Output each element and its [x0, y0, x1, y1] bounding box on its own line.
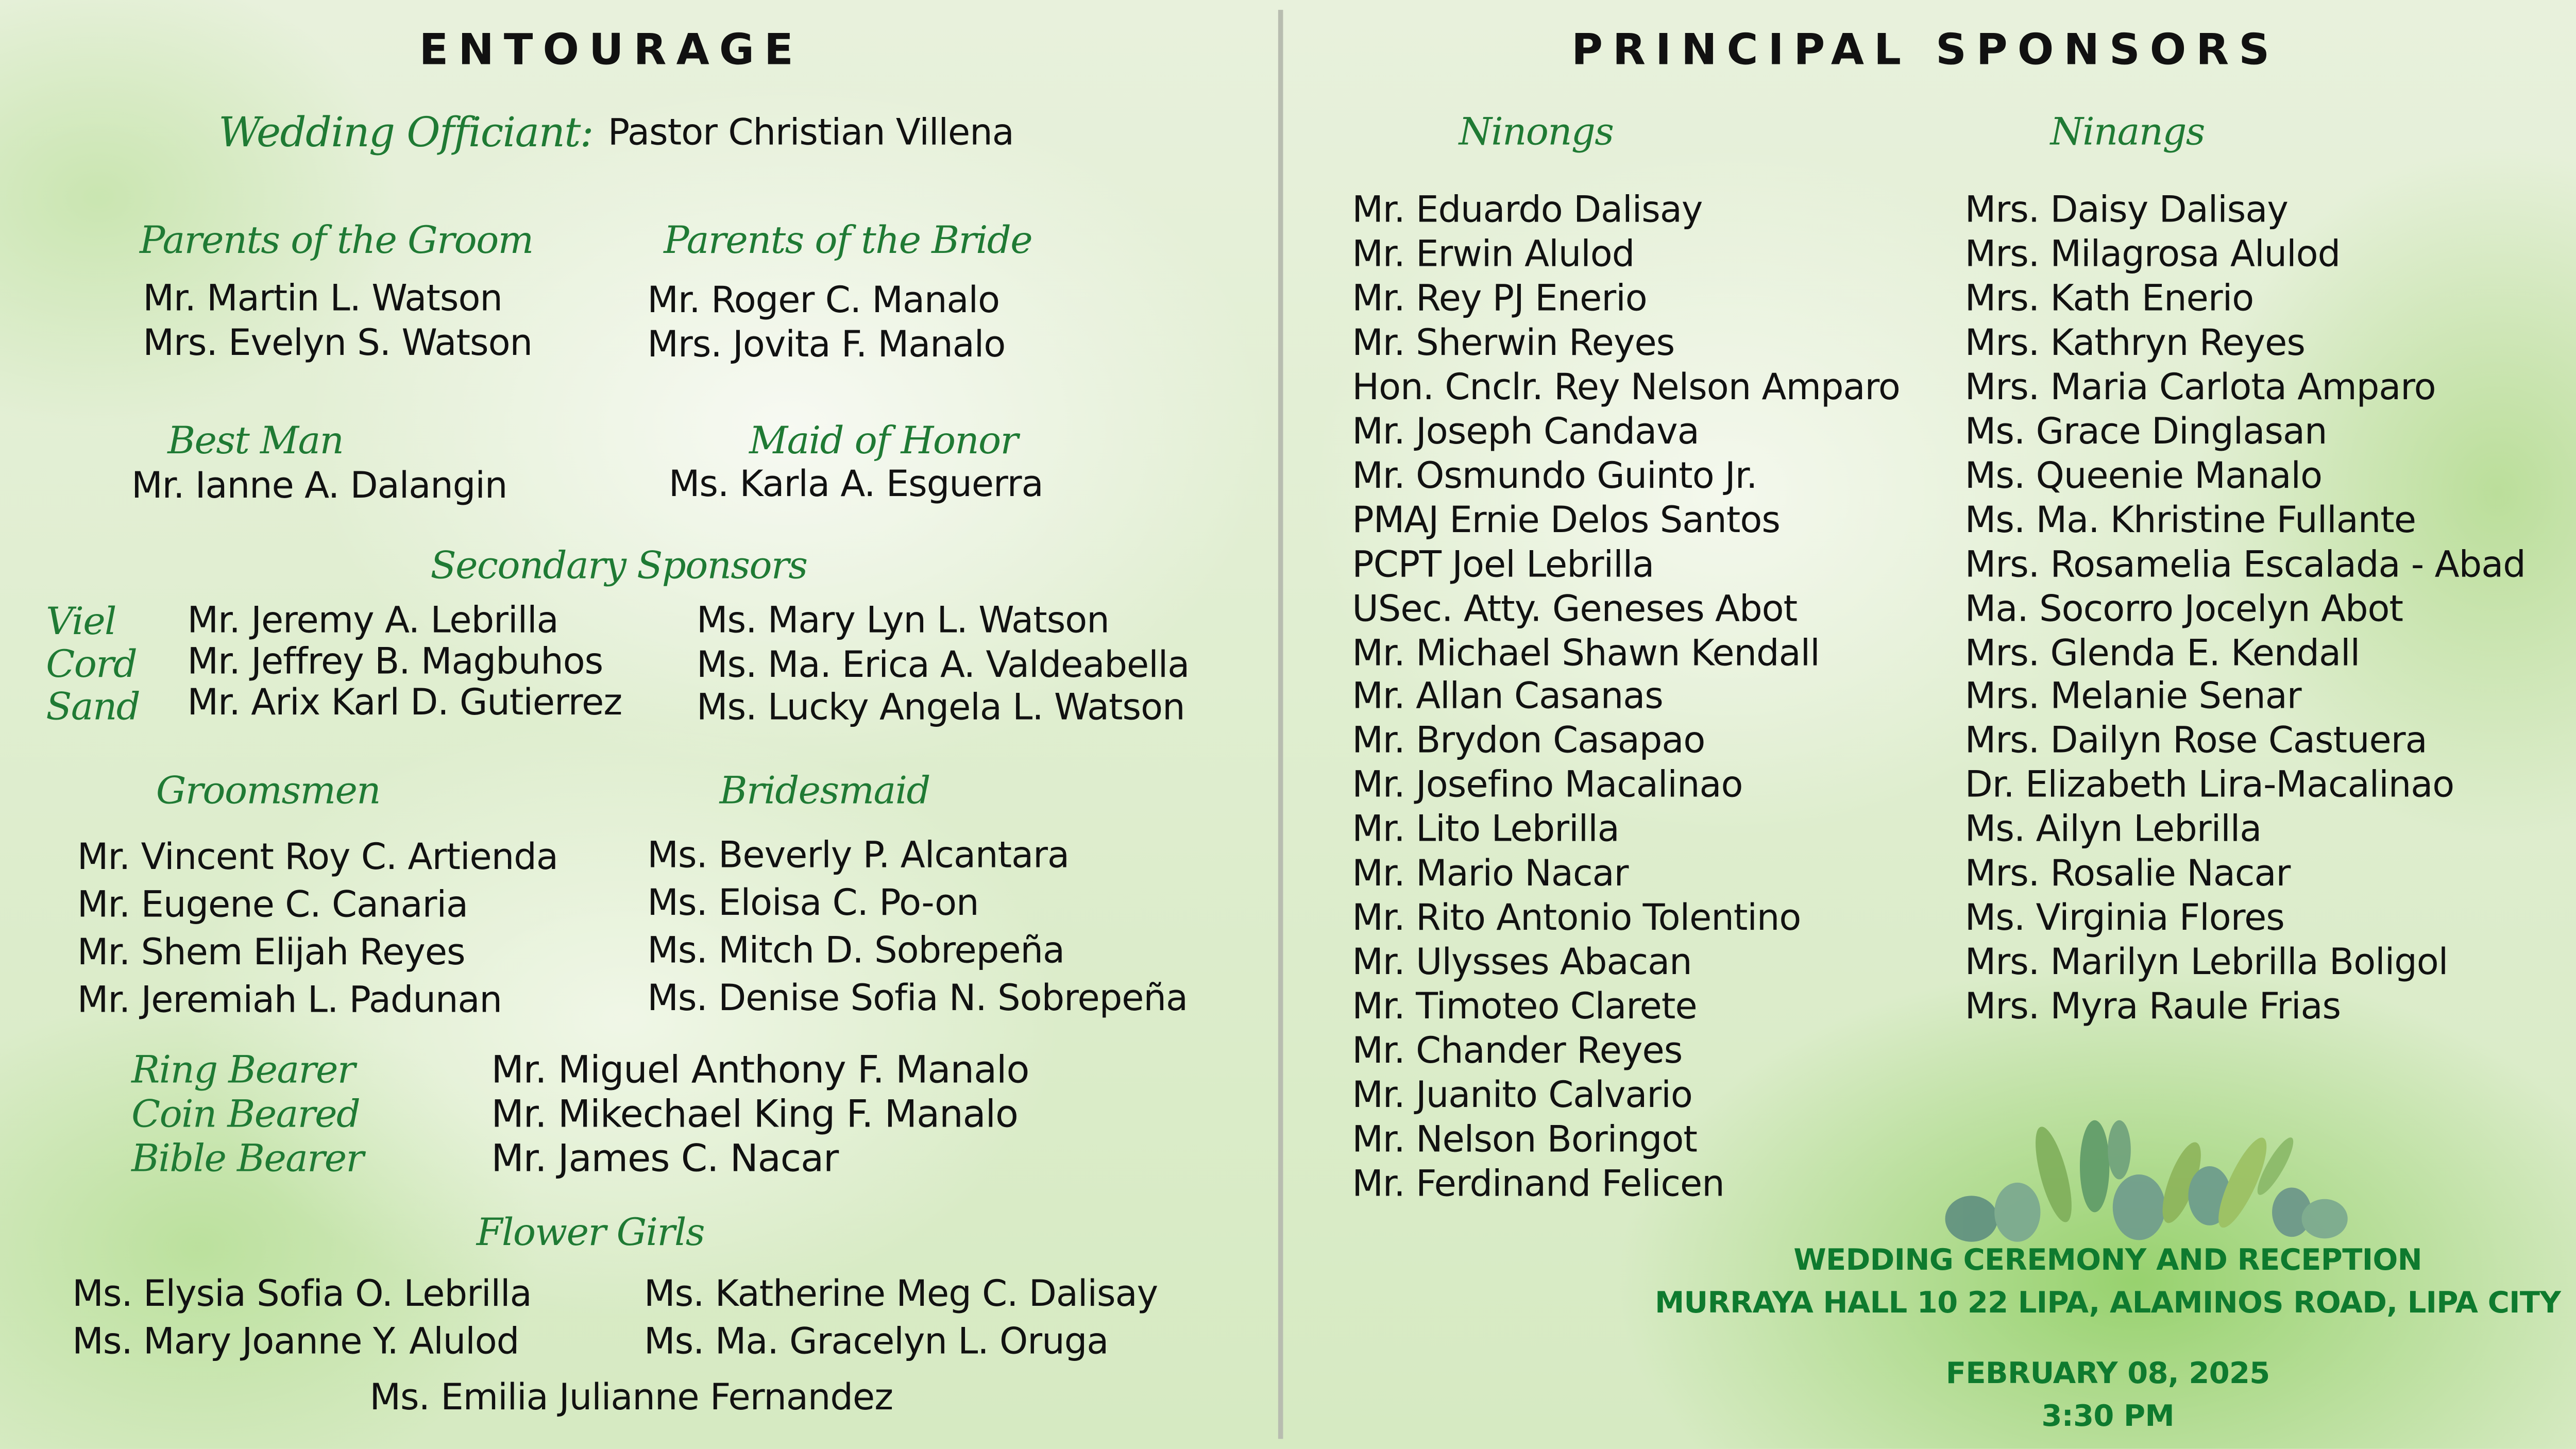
sponsor-name: Mrs. Milagrosa Alulod — [1964, 234, 2341, 276]
list-item: Ms. Beverly P. Alcantara — [647, 836, 1070, 877]
sponsor-name: Mr. Mario Nacar — [1352, 855, 1629, 896]
sponsor-name: Mrs. Maria Carlota Amparo — [1964, 367, 2436, 409]
role-label: Bible Bearer — [131, 1138, 364, 1181]
sponsor-name: Ms. Queenie Manalo — [1964, 456, 2323, 498]
sponsor-name: Mr. Rey PJ Enerio — [1352, 279, 1647, 320]
sponsor-name: Mrs. Rosalie Nacar — [1964, 855, 2291, 896]
list-item: Ms. Mary Joanne Y. Alulod — [72, 1322, 519, 1363]
sponsor-name: Mr. Michael Shawn Kendall — [1352, 633, 1820, 675]
parents-bride-list — [647, 279, 1005, 368]
sponsor-name: Mr. Sherwin Reyes — [1352, 323, 1675, 365]
bridesmaid-list — [647, 833, 1188, 1024]
sponsor-name: Mrs. Marilyn Lebrilla Boligol — [1964, 943, 2448, 984]
bridesmaid-label: Bridesmaid — [719, 770, 930, 813]
sponsor-name: Mr. Joseph Candava — [1352, 412, 1699, 453]
list-item: Mr. Vincent Roy C. Artienda — [77, 838, 558, 879]
sponsor-name: Mr. Josefino Macalinao — [1352, 766, 1743, 807]
sponsor-name: Mr. Brydon Casapao — [1352, 722, 1705, 763]
list-item: Mr. Jeffrey B. Magbuhos — [187, 642, 603, 684]
event-date: FEBRUARY 08, 2025 — [1945, 1356, 2270, 1391]
sponsor-name: Mrs. Kath Enerio — [1964, 279, 2254, 320]
maid-of-honor-label: Maid of Honor — [749, 420, 1018, 464]
sponsor-name: Mr. Chander Reyes — [1352, 1031, 1683, 1073]
sponsor-name: Mrs. Dailyn Rose Castuera — [1964, 722, 2427, 763]
sponsor-name: Mr. Osmundo Guinto Jr. — [1352, 456, 1757, 498]
sponsor-name: Mr. Lito Lebrilla — [1352, 810, 1619, 851]
sponsor-name: Ms. Virginia Flores — [1964, 899, 2284, 940]
list-item: Mr. Arix Karl D. Gutierrez — [187, 683, 622, 725]
list-item: Ms. Lucky Angela L. Watson — [697, 688, 1185, 729]
sponsor-name: Mr. Nelson Boringot — [1352, 1120, 1697, 1162]
role-label: Coin Beared — [131, 1094, 360, 1137]
sponsor-name: Ms. Grace Dinglasan — [1964, 412, 2327, 453]
flower-girls-right — [644, 1271, 1158, 1367]
sponsor-name: Mrs. Glenda E. Kendall — [1964, 633, 2360, 675]
sponsor-name: Dr. Elizabeth Lira-Macalinao — [1964, 766, 2454, 807]
list-item: Mrs. Evelyn S. Watson — [143, 323, 533, 365]
list-item: Ms. Mitch D. Sobrepeña — [647, 931, 1065, 973]
sponsor-name: USec. Atty. Geneses Abot — [1352, 589, 1798, 630]
flower-girls-left — [72, 1271, 531, 1367]
sponsor-name: Ma. Socorro Jocelyn Abot — [1964, 589, 2403, 630]
list-item: Mr. James C. Nacar — [491, 1138, 839, 1181]
list-item: Ms. Mary Lyn L. Watson — [697, 601, 1109, 642]
list-item: Mr. Shem Elijah Reyes — [77, 933, 465, 974]
list-item: Ms. Elysia Sofia O. Lebrilla — [72, 1274, 532, 1316]
list-item: Mr. Martin L. Watson — [143, 279, 502, 320]
ninangs-list — [1965, 191, 2526, 1032]
list-item: Mr. Jeremy A. Lebrilla — [187, 601, 558, 642]
sponsor-name: Mr. Ulysses Abacan — [1352, 943, 1692, 984]
parents-groom-label: Parents of the Groom — [140, 220, 533, 263]
sponsor-name: Ms. Ailyn Lebrilla — [1964, 810, 2262, 851]
sponsor-name: PMAJ Ernie Delos Santos — [1352, 500, 1780, 542]
ninongs-label: Ninongs — [1459, 111, 1614, 155]
role-label: Viel — [46, 601, 116, 644]
sponsor-name: Mrs. Melanie Senar — [1964, 677, 2301, 719]
sponsor-name: Mrs. Myra Raule Frias — [1964, 987, 2341, 1029]
best-man-label: Best Man — [167, 420, 344, 464]
list-item: Ms. Katherine Meg C. Dalisay — [644, 1274, 1158, 1316]
eucalyptus-leaves-illustration — [1906, 1117, 2382, 1248]
sponsor-name: Mr. Timoteo Clarete — [1352, 987, 1697, 1029]
groomsmen-label: Groomsmen — [156, 770, 380, 813]
list-item: Mrs. Jovita F. Manalo — [647, 325, 1006, 367]
maid-of-honor-name: Ms. Karla A. Esguerra — [668, 465, 1043, 506]
best-man-name: Mr. Ianne A. Dalangin — [131, 466, 507, 508]
secondary-roles — [46, 601, 140, 729]
groomsmen-list — [77, 834, 558, 1025]
list-item: Ms. Ma. Erica A. Valdeabella — [697, 644, 1190, 686]
sponsor-name: Ms. Ma. Khristine Fullante — [1964, 500, 2416, 542]
entourage-title: ENTOURAGE — [419, 26, 803, 76]
list-item: Ms. Ma. Gracelyn L. Oruga — [644, 1322, 1109, 1363]
event-venue: MURRAYA HALL 10 22 LIPA, ALAMINOS ROAD, LIPA CITY — [1655, 1286, 2561, 1321]
event-title: WEDDING CEREMONY AND RECEPTION — [1793, 1243, 2422, 1278]
sponsor-name: Mrs. Kathryn Reyes — [1964, 323, 2305, 365]
list-item: Mr. Roger C. Manalo — [647, 281, 1000, 322]
divider — [1278, 10, 1283, 1439]
sponsor-name: Mr. Rito Antonio Tolentino — [1352, 899, 1801, 940]
principal-sponsors-title: PRINCIPAL SPONSORS — [1571, 26, 2280, 76]
bearer-names — [491, 1050, 1029, 1183]
list-item: Mr. Miguel Anthony F. Manalo — [491, 1049, 1029, 1093]
sponsor-name: PCPT Joel Lebrilla — [1352, 544, 1654, 586]
officiant-label: Wedding Officiant: — [218, 108, 594, 156]
sponsor-name: Mr. Juanito Calvario — [1352, 1076, 1692, 1117]
parents-groom-list — [143, 278, 532, 366]
secondary-sponsors-label: Secondary Sponsors — [430, 545, 807, 588]
event-time: 3:30 PM — [2041, 1399, 2174, 1434]
list-item: Mr. Mikechael King F. Manalo — [491, 1094, 1018, 1137]
sponsor-name: Mr. Erwin Alulod — [1352, 234, 1635, 276]
role-label: Sand — [46, 686, 140, 729]
flower-girl-center: Ms. Emilia Julianne Fernandez — [369, 1378, 893, 1420]
role-label: Ring Bearer — [131, 1049, 355, 1093]
sponsor-name: Mr. Allan Casanas — [1352, 677, 1663, 719]
sponsor-name: Mr. Ferdinand Felicen — [1352, 1164, 1724, 1206]
secondary-women — [697, 601, 1189, 732]
list-item: Mr. Eugene C. Canaria — [77, 885, 468, 927]
sponsor-name: Mr. Eduardo Dalisay — [1352, 190, 1703, 232]
flower-girls-label: Flower Girls — [476, 1212, 704, 1255]
ninangs-label: Ninangs — [2050, 111, 2205, 155]
bearer-roles — [131, 1050, 363, 1183]
parents-bride-label: Parents of the Bride — [664, 220, 1032, 263]
list-item: Mr. Jeremiah L. Padunan — [77, 980, 502, 1022]
role-label: Cord — [46, 644, 137, 687]
ninongs-list — [1352, 191, 1900, 1209]
secondary-men — [188, 601, 622, 724]
list-item: Ms. Denise Sofia N. Sobrepeña — [647, 979, 1188, 1020]
sponsor-name: Mrs. Rosamelia Escalada - Abad — [1964, 544, 2526, 586]
officiant-name: Pastor Christian Villena — [607, 113, 1014, 155]
sponsor-name: Hon. Cnclr. Rey Nelson Amparo — [1352, 367, 1900, 409]
list-item: Ms. Eloisa C. Po-on — [647, 883, 979, 925]
sponsor-name: Mrs. Daisy Dalisay — [1964, 190, 2289, 232]
